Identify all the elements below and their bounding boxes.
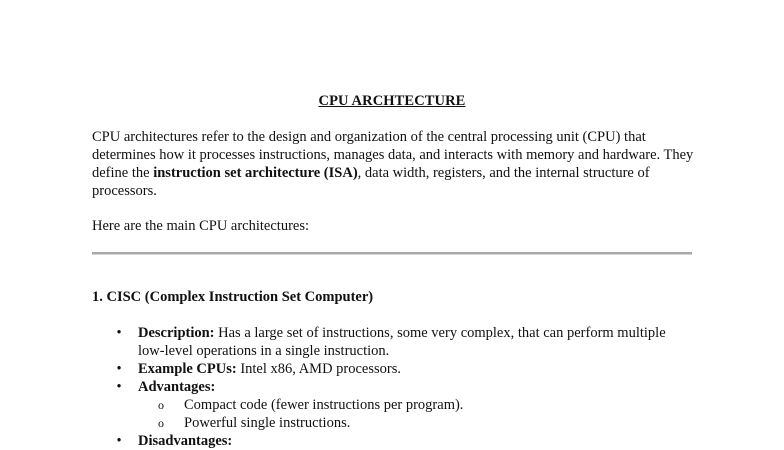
advantages-label: Advantages: (138, 379, 216, 395)
bullet-advantages (114, 378, 694, 396)
bullet-glyph: • (116, 379, 122, 395)
intro-text-part1: CPU architectures refer to the design and organization of the central processing unit (CPU) that determines how it processes instructions, manages data, and interacts with memory and hardware. They define the (92, 129, 694, 181)
advantage-text: Powerful single instructions. (184, 415, 351, 431)
section-heading-cisc: 1. CISC (Complex Instruction Set Computer) (92, 289, 374, 305)
cisc-bullet-list (114, 324, 694, 450)
bullet-glyph: • (116, 325, 122, 341)
bullet-glyph: • (116, 433, 122, 449)
document-title: CPU ARCHTECTURE (318, 93, 466, 109)
bullet-description (114, 324, 694, 360)
bullet-glyph: • (116, 361, 122, 377)
bullet-examples (114, 360, 694, 378)
examples-label: Example CPUs: (138, 361, 237, 377)
intro-paragraph (92, 128, 702, 200)
intro-text-part2: , data width, registers, and the internal structure of processors. (92, 165, 650, 199)
sub-bullet-marker: o (158, 416, 164, 430)
description-label: Description: (138, 325, 215, 341)
disadvantages-label: Disadvantages: (138, 433, 233, 449)
intro-isa-term: instruction set architecture (ISA) (153, 165, 358, 181)
sub-bullet-marker: o (158, 398, 164, 412)
advantage-item (114, 414, 694, 432)
advantage-item (114, 396, 694, 414)
advantage-text: Compact code (fewer instructions per program). (184, 397, 464, 413)
examples-text: Intel x86, AMD processors. (236, 361, 402, 377)
architectures-lead-text: Here are the main CPU architectures: (92, 218, 310, 234)
description-text: Has a large set of instructions, some very complex, that can perform multiple low-level operations in a single instruction. (138, 325, 666, 359)
horizontal-divider (92, 252, 692, 255)
bullet-disadvantages (114, 432, 694, 450)
